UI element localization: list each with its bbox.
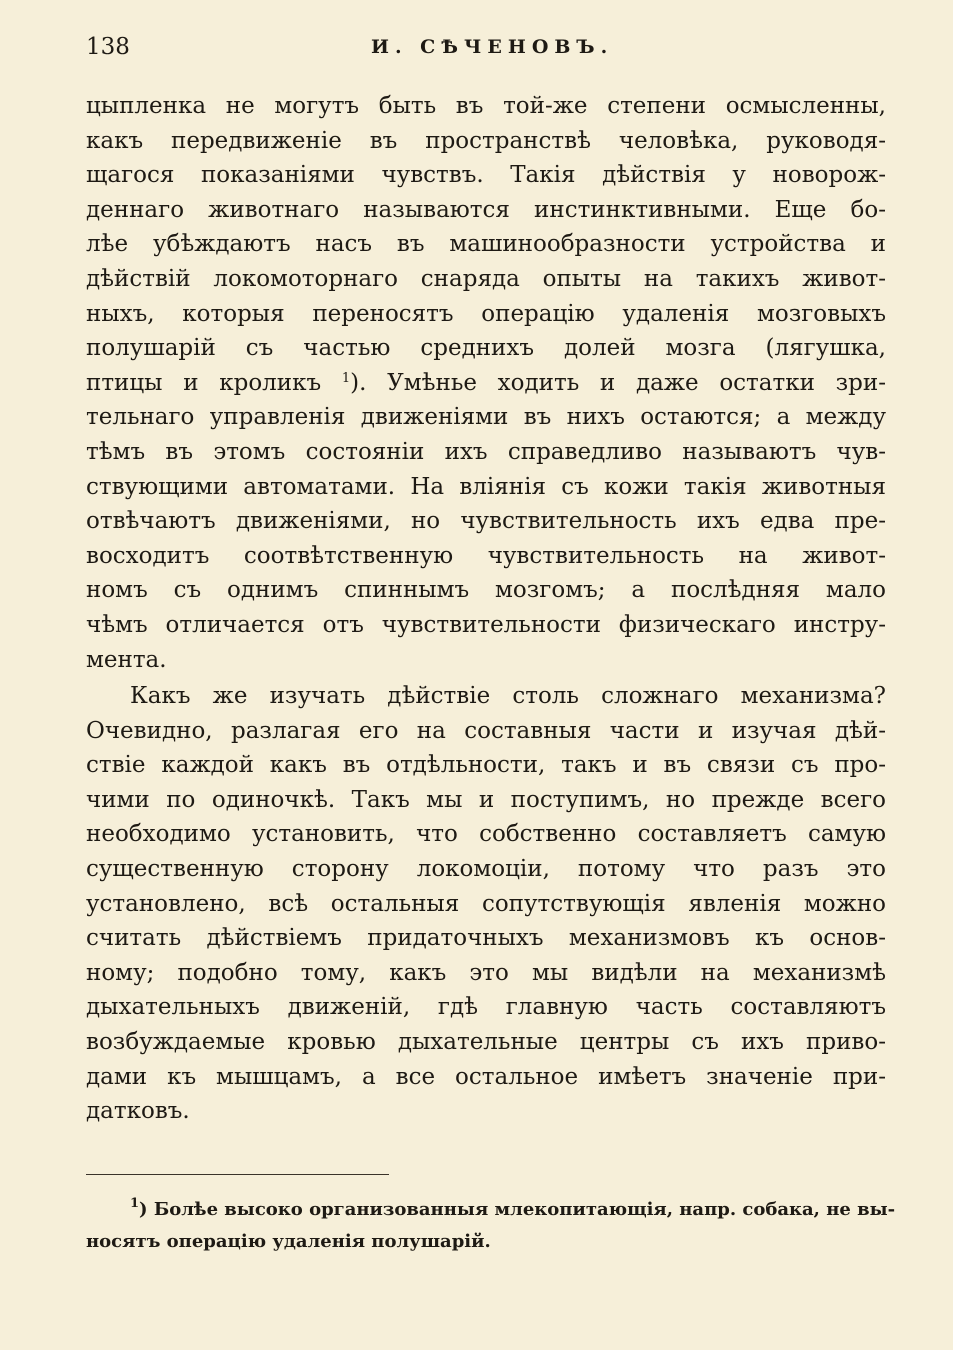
text-line: Какъ же изучать дѣйствіе столь сложнаго механизма? xyxy=(130,683,886,710)
text-line: дѣйствій локомоторнаго снаряда опыты на такихъ живот- xyxy=(86,265,886,292)
text-line: деннаго животнаго называются инстинктивными. Еще бо- xyxy=(86,196,886,223)
text-line: ныхъ, которыя переносятъ операцію удаленія мозговыхъ xyxy=(86,300,886,327)
text-line: возбуждаемые кровью дыхательные центры съ ихъ приво- xyxy=(86,1029,886,1056)
text-line: мента. xyxy=(86,646,167,673)
text-line: установлено, всѣ остальныя сопутствующія явленія можно xyxy=(86,890,886,917)
page-header xyxy=(86,34,886,64)
text-line: тельнаго управленія движеніями въ нихъ остаются; а между xyxy=(86,404,886,431)
line-text: ). Умѣнье ходить и даже остатки зри- xyxy=(350,369,886,396)
text-line: чими по одиночкѣ. Такъ мы и поступимъ, но прежде всего xyxy=(86,786,886,813)
text-line: ному; подобно тому, какъ это мы видѣли на механизмѣ xyxy=(86,959,886,986)
text-line: полушарій съ частью среднихъ долей мозга (лягушка, xyxy=(86,335,886,362)
footnote-reference[interactable]: 1 xyxy=(341,370,351,386)
text-line: дыхательныхъ движеній, гдѣ главную часть составляютъ xyxy=(86,994,886,1021)
text-line: считать дѣйствіемъ придаточныхъ механизмовъ къ основ- xyxy=(86,925,886,952)
text-line: дами къ мышцамъ, а все остальное имѣетъ значеніе при- xyxy=(86,1063,886,1090)
paragraph-2 xyxy=(86,679,886,1129)
text-line: щагося показаніями чувствъ. Такія дѣйствія у новорож- xyxy=(86,162,886,189)
footnote-line xyxy=(86,1194,896,1226)
footnote-marker: 1 xyxy=(130,1196,140,1211)
text-line-with-footnote-ref xyxy=(86,366,886,401)
text-line: необходимо установить, что собственно составляетъ самую xyxy=(86,821,886,848)
text-line: номъ съ однимъ спиннымъ мозгомъ; а послѣдняя мало xyxy=(86,577,886,604)
text-line: тѣмъ въ этомъ состояніи ихъ справедливо называютъ чув- xyxy=(86,438,886,465)
text-line: чѣмъ отличается отъ чувствительности физическаго инстру- xyxy=(86,611,886,638)
text-line: датковъ. xyxy=(86,1098,190,1125)
footnote-text: ) Болѣе высоко организованныя млекопитающія, напр. собака, не вы- xyxy=(139,1199,896,1220)
footnote xyxy=(86,1194,896,1258)
text-line: цыпленка не могутъ быть въ той-же степени осмысленны, xyxy=(86,93,886,119)
text-line: ствующими автоматами. На вліянія съ кожи такія животныя xyxy=(86,473,886,500)
footnote-line: носятъ операцію удаленія полушарій. xyxy=(86,1231,491,1252)
page-number: 138 xyxy=(86,34,130,60)
text-line: восходитъ соотвѣтственную чувствительность на живот- xyxy=(86,542,886,569)
running-head: И. СѢЧЕНОВЪ. xyxy=(371,36,614,58)
footnote-separator xyxy=(86,1174,389,1175)
text-line: какъ передвиженіе въ пространствѣ человѣка, руководя- xyxy=(86,127,886,154)
text-line: ствіе каждой какъ въ отдѣльности, такъ и въ связи съ про- xyxy=(86,752,886,779)
text-line: Очевидно, разлагая его на составныя части и изучая дѣй- xyxy=(86,717,886,744)
paragraph-1 xyxy=(86,89,886,677)
main-text xyxy=(86,89,886,1129)
text-line: существенную сторону локомоціи, потому что разъ это xyxy=(86,856,886,883)
text-line: лѣе убѣждаютъ насъ въ машинообразности устройства и xyxy=(86,231,886,258)
line-text: птицы и кроликъ xyxy=(86,369,342,396)
text-line: отвѣчаютъ движеніями, но чувствительность ихъ едва пре- xyxy=(86,508,886,535)
